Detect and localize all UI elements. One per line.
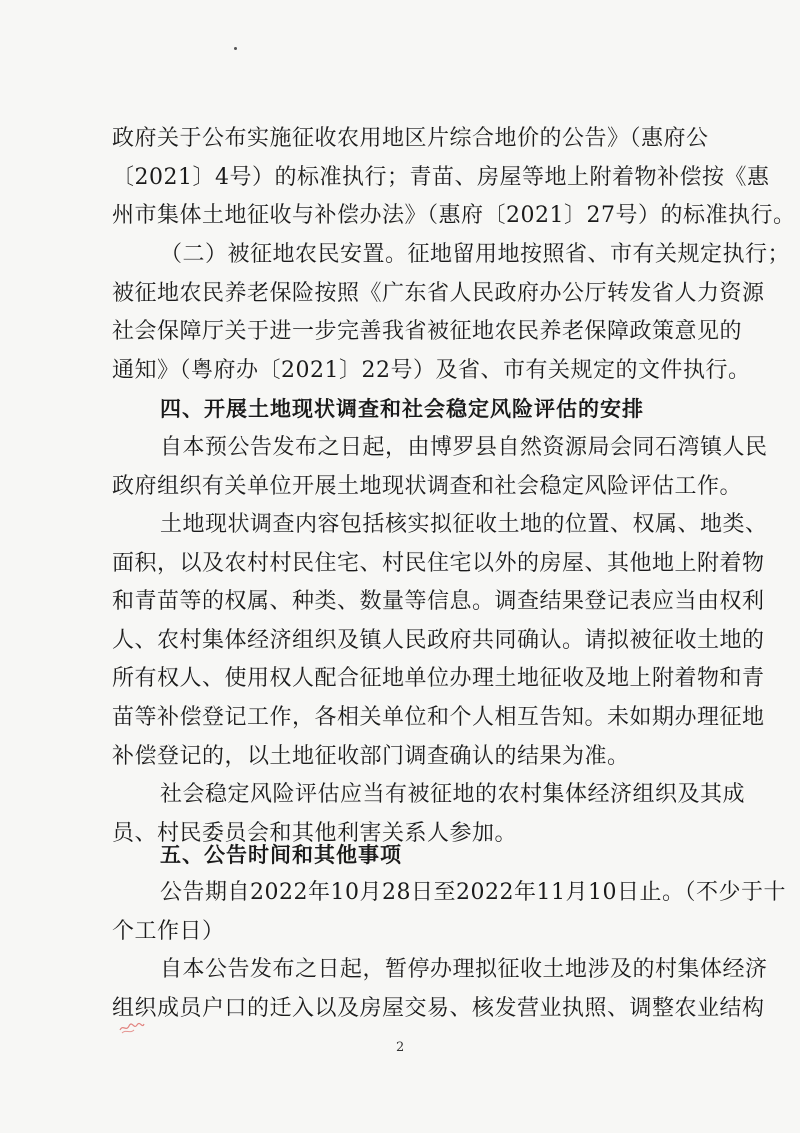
text-line: 公告期自2022年10月28日至2022年11月10日止。（不少于十 [160, 880, 786, 905]
text-line: 补偿登记的，以土地征收部门调查确认的结果为准。 [112, 743, 630, 769]
text-line: 社会保障厅关于进一步完善我省被征地农民养老保障政策意见的 [112, 319, 743, 345]
paragraph-announcement-period [112, 874, 786, 951]
section-heading-5: 五、公告时间和其他事项 [160, 843, 402, 867]
text-line: （二）被征地农民安置。征地留用地按照省、市有关规定执行； [160, 242, 791, 267]
text-line: 政府组织有关单位开展土地现状调查和社会稳定风险评估工作。 [112, 473, 743, 499]
text-line: 所有权人、使用权人配合征地单位办理土地征收及地上附着物和青 [112, 666, 765, 692]
text-line: 面积，以及农村村民住宅、村民住宅以外的房屋、其他地上附着物 [112, 550, 765, 576]
text-line: 个工作日） [112, 918, 225, 944]
section-heading-4: 四、开展土地现状调查和社会稳定风险评估的安排 [160, 397, 644, 421]
text-line: 员、村民委员会和其他利害关系人参加。 [112, 820, 518, 846]
paragraph-farmer-resettlement [112, 236, 791, 390]
text-line: 和青苗等的权属、种类、数量等信息。调查结果登记表应当由权利 [112, 589, 765, 615]
scan-speck [234, 47, 237, 50]
text-line: 通知》（粤府办〔2021〕22号）及省、市有关规定的文件执行。 [112, 357, 751, 383]
seal-mark-icon [118, 1018, 146, 1036]
paragraph-survey-content [112, 506, 768, 776]
text-line: 土地现状调查内容包括核实拟征收土地的位置、权属、地类、 [160, 512, 768, 537]
paragraph-suspension [112, 951, 768, 1028]
text-line: 自本预公告发布之日起，由博罗县自然资源局会同石湾镇人民 [160, 435, 768, 460]
text-line: 被征地农民养老保险按照《广东省人民政府办公厅转发省人力资源 [112, 280, 765, 306]
page-number: 2 [396, 1040, 405, 1055]
text-line: 〔2021〕4号）的标准执行；青苗、房屋等地上附着物补偿按《惠 [112, 164, 770, 190]
text-line: 人、农村集体经济组织及镇人民政府共同确认。请拟被征收土地的 [112, 627, 765, 653]
text-line: 自本公告发布之日起，暂停办理拟征收土地涉及的村集体经济 [160, 957, 768, 982]
paragraph-land-price-standard [112, 120, 796, 236]
text-line: 州市集体土地征收与补偿办法》（惠府〔2021〕27号）的标准执行。 [112, 203, 796, 229]
text-line: 组织成员户口的迁入以及房屋交易、核发营业执照、调整农业结构 [112, 995, 765, 1021]
text-line: 社会稳定风险评估应当有被征地的农村集体经济组织及其成 [160, 782, 746, 807]
text-line: 政府关于公布实施征收农用地区片综合地价的公告》（惠府公 [112, 126, 709, 151]
paragraph-survey-start [112, 429, 768, 506]
text-line: 苗等补偿登记工作，各相关单位和个人相互告知。未如期办理征地 [112, 704, 765, 730]
